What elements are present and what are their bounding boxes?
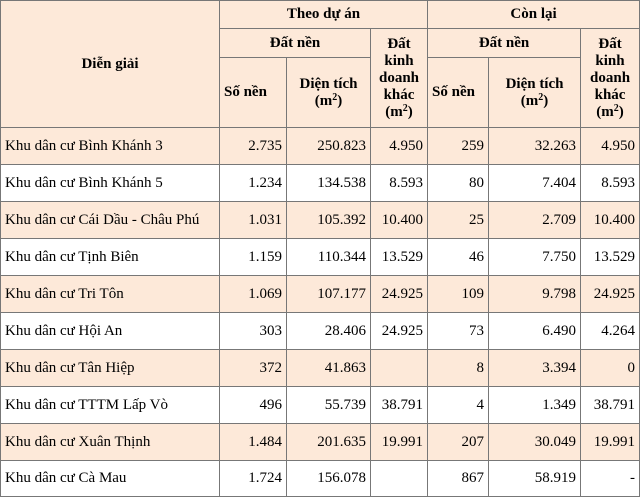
- remaining-area-cell: 1.349: [489, 387, 581, 424]
- lot-count-cell: 1.234: [220, 165, 287, 202]
- description-header: Diễn giải: [1, 1, 220, 128]
- area-cell: 28.406: [287, 313, 371, 350]
- table-row: [1, 276, 640, 313]
- lot-count-cell: 1.484: [220, 424, 287, 461]
- other-land-cell: 8.593: [371, 165, 428, 202]
- table-row: [1, 165, 640, 202]
- area-header: [287, 58, 371, 128]
- remaining-area-header: [489, 58, 581, 128]
- residential-land-header: Đất nền: [220, 29, 371, 58]
- remaining-area-cell: 58.919: [489, 461, 581, 497]
- remaining-lot-count-cell: 4: [428, 387, 489, 424]
- remaining-area-cell: 3.394: [489, 350, 581, 387]
- lot-count-cell: 372: [220, 350, 287, 387]
- remaining-lot-count-cell: 25: [428, 202, 489, 239]
- table-row: [1, 313, 640, 350]
- area-label: Diện tích: [299, 75, 358, 92]
- remaining-header: Còn lại: [428, 1, 640, 29]
- project-name: Khu dân cư Tịnh Biên: [1, 239, 220, 276]
- lot-count-cell: 2.735: [220, 128, 287, 165]
- other-land-cell: [371, 350, 428, 387]
- remaining-other-land-cell: 38.791: [581, 387, 640, 424]
- lot-count-cell: 496: [220, 387, 287, 424]
- lot-count-header: Số nền: [220, 58, 287, 128]
- remaining-lot-count-cell: 867: [428, 461, 489, 497]
- unit-label: $(m^2)$: [520, 91, 549, 109]
- other-land-cell: 4.950: [371, 128, 428, 165]
- lot-count-cell: 1.724: [220, 461, 287, 497]
- area-cell: 134.538: [287, 165, 371, 202]
- unit-label: $(m^2)$: [314, 91, 343, 109]
- other-business-land-label: Đất kinh doanh khác: [590, 35, 631, 103]
- remaining-lot-count-cell: 73: [428, 313, 489, 350]
- project-name: Khu dân cư Hội An: [1, 313, 220, 350]
- lot-count-cell: 303: [220, 313, 287, 350]
- unit-label: $(m^2)$: [385, 102, 413, 120]
- other-business-land-header: [371, 29, 428, 128]
- project-name: Khu dân cư Xuân Thịnh: [1, 424, 220, 461]
- remaining-area-cell: 2.709: [489, 202, 581, 239]
- table-header: [1, 1, 640, 128]
- remaining-other-land-cell: 4.950: [581, 128, 640, 165]
- remaining-area-cell: 7.404: [489, 165, 581, 202]
- other-business-land-label: Đất kinh doanh khác: [379, 35, 420, 103]
- table-row: [1, 424, 640, 461]
- other-land-cell: 24.925: [371, 313, 428, 350]
- other-land-cell: 10.400: [371, 202, 428, 239]
- project-name: Khu dân cư Bình Khánh 3: [1, 128, 220, 165]
- unit-label: $(m^2)$: [596, 102, 624, 120]
- project-name: Khu dân cư Tri Tôn: [1, 276, 220, 313]
- table-row: [1, 461, 640, 497]
- remaining-lot-count-cell: 207: [428, 424, 489, 461]
- area-cell: 250.823: [287, 128, 371, 165]
- project-name: Khu dân cư Bình Khánh 5: [1, 165, 220, 202]
- remaining-other-land-cell: 13.529: [581, 239, 640, 276]
- other-land-cell: [371, 461, 428, 497]
- remaining-other-land-cell: 10.400: [581, 202, 640, 239]
- lot-count-cell: 1.031: [220, 202, 287, 239]
- lot-count-cell: 1.159: [220, 239, 287, 276]
- other-land-cell: 19.991: [371, 424, 428, 461]
- remaining-area-cell: 6.490: [489, 313, 581, 350]
- table-body: [1, 128, 640, 497]
- remaining-area-cell: 32.263: [489, 128, 581, 165]
- remaining-other-land-cell: 0: [581, 350, 640, 387]
- area-label: Diện tích: [505, 75, 564, 92]
- remaining-other-land-cell: 24.925: [581, 276, 640, 313]
- remaining-lot-count-cell: 8: [428, 350, 489, 387]
- project-name: Khu dân cư Cà Mau: [1, 461, 220, 497]
- remaining-other-land-cell: -: [581, 461, 640, 497]
- remaining-lot-count-cell: 109: [428, 276, 489, 313]
- table-row: [1, 239, 640, 276]
- by-project-header: Theo dự án: [220, 1, 428, 29]
- table-row: [1, 128, 640, 165]
- area-cell: 105.392: [287, 202, 371, 239]
- remaining-area-cell: 7.750: [489, 239, 581, 276]
- remaining-other-land-cell: 19.991: [581, 424, 640, 461]
- other-land-cell: 24.925: [371, 276, 428, 313]
- remaining-lot-count-cell: 46: [428, 239, 489, 276]
- remaining-lot-count-cell: 259: [428, 128, 489, 165]
- other-land-cell: 38.791: [371, 387, 428, 424]
- area-cell: 110.344: [287, 239, 371, 276]
- remaining-other-land-cell: 8.593: [581, 165, 640, 202]
- project-name: Khu dân cư Cái Dầu - Châu Phú: [1, 202, 220, 239]
- lot-count-cell: 1.069: [220, 276, 287, 313]
- area-cell: 201.635: [287, 424, 371, 461]
- remaining-lot-count-header: Số nền: [428, 58, 489, 128]
- project-name: Khu dân cư TTTM Lấp Vò: [1, 387, 220, 424]
- area-cell: 41.863: [287, 350, 371, 387]
- remaining-area-cell: 9.798: [489, 276, 581, 313]
- table-row: [1, 202, 640, 239]
- area-cell: 107.177: [287, 276, 371, 313]
- remaining-other-business-land-header: [581, 29, 640, 128]
- table-row: [1, 350, 640, 387]
- project-name: Khu dân cư Tân Hiệp: [1, 350, 220, 387]
- remaining-other-land-cell: 4.264: [581, 313, 640, 350]
- area-cell: 156.078: [287, 461, 371, 497]
- remaining-area-cell: 30.049: [489, 424, 581, 461]
- remaining-lot-count-cell: 80: [428, 165, 489, 202]
- area-cell: 55.739: [287, 387, 371, 424]
- remaining-residential-land-header: Đất nền: [428, 29, 581, 58]
- table-row: [1, 387, 640, 424]
- other-land-cell: 13.529: [371, 239, 428, 276]
